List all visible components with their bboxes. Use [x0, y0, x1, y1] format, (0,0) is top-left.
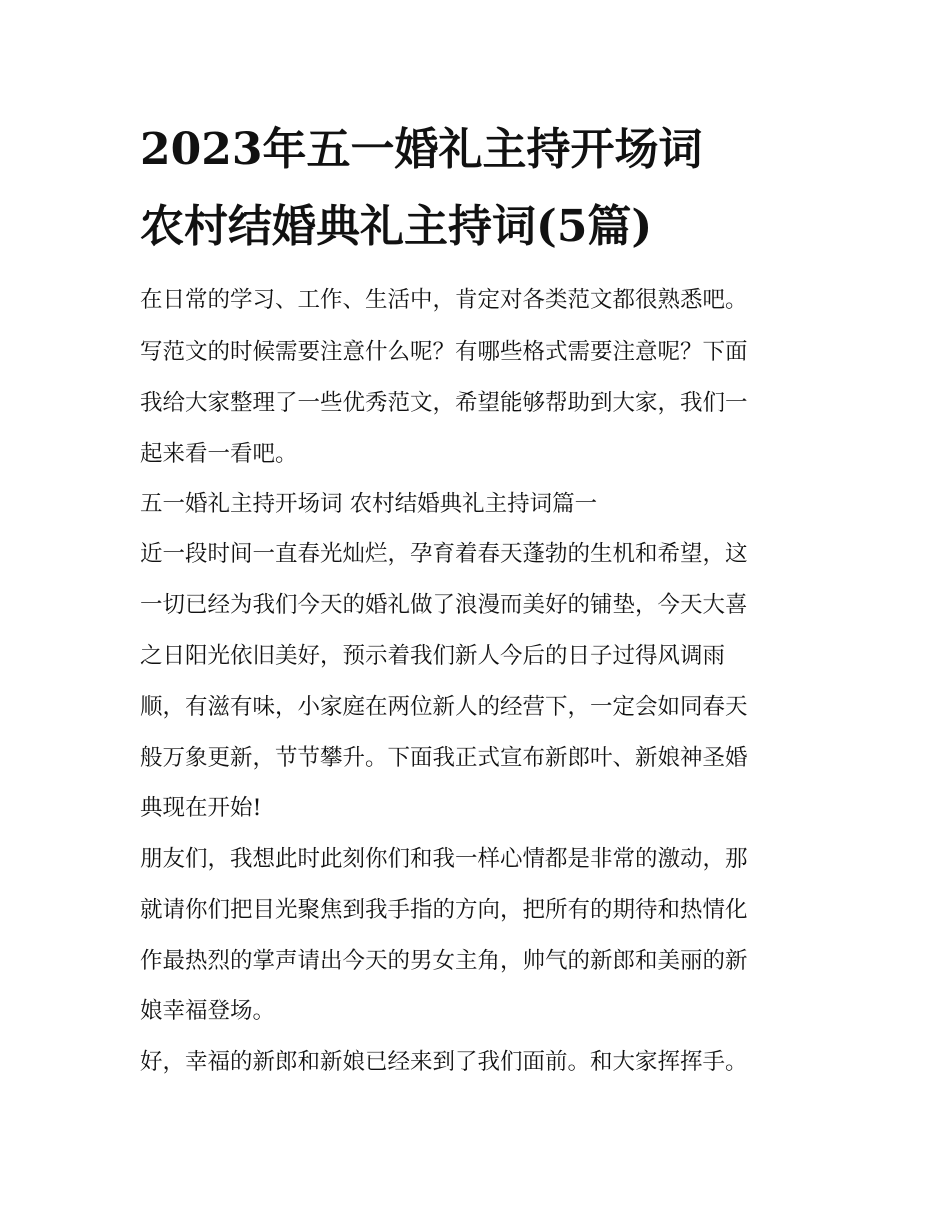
paragraph-line: 近一段时间一直春光灿烂，孕育着春天蓬勃的生机和希望，这	[140, 541, 748, 567]
paragraph-line: 作最热烈的掌声请出今天的男女主角，帅气的新郎和美丽的新	[140, 948, 748, 974]
paragraph-line: 朋友们，我想此时此刻你们和我一样心情都是非常的激动，那	[140, 846, 748, 872]
paragraph-line: 顺，有滋有味，小家庭在两位新人的经营下，一定会如同春天	[140, 694, 748, 720]
intro-line: 写范文的时候需要注意什么呢？有哪些格式需要注意呢？下面	[140, 339, 748, 365]
paragraph-line: 一切已经为我们今天的婚礼做了浪漫而美好的铺垫，今天大喜	[140, 592, 748, 618]
document-title-line-1: 2023年五一婚礼主持开场词	[140, 124, 703, 175]
intro-line: 在日常的学习、工作、生活中，肯定对各类范文都很熟悉吧。	[140, 287, 748, 313]
intro-line: 起来看一看吧。	[140, 441, 298, 467]
paragraph-line: 典现在开始!	[140, 795, 262, 821]
paragraph-line: 般万象更新，节节攀升。下面我正式宣布新郎叶、新娘神圣婚	[140, 745, 748, 771]
paragraph-line: 娘幸福登场。	[140, 998, 276, 1024]
paragraph-line: 好，幸福的新郎和新娘已经来到了我们面前。和大家挥挥手。	[140, 1049, 748, 1075]
intro-line: 我给大家整理了一些优秀范文，希望能够帮助到大家，我们一	[140, 390, 748, 416]
paragraph-line: 之日阳光依旧美好，预示着我们新人今后的日子过得风调雨	[140, 643, 726, 669]
paragraph-line: 就请你们把目光聚焦到我手指的方向，把所有的期待和热情化	[140, 897, 748, 923]
document-title-line-2: 农村结婚典礼主持词(5篇)	[140, 201, 653, 252]
section-heading: 五一婚礼主持开场词 农村结婚典礼主持词篇一	[140, 491, 598, 517]
